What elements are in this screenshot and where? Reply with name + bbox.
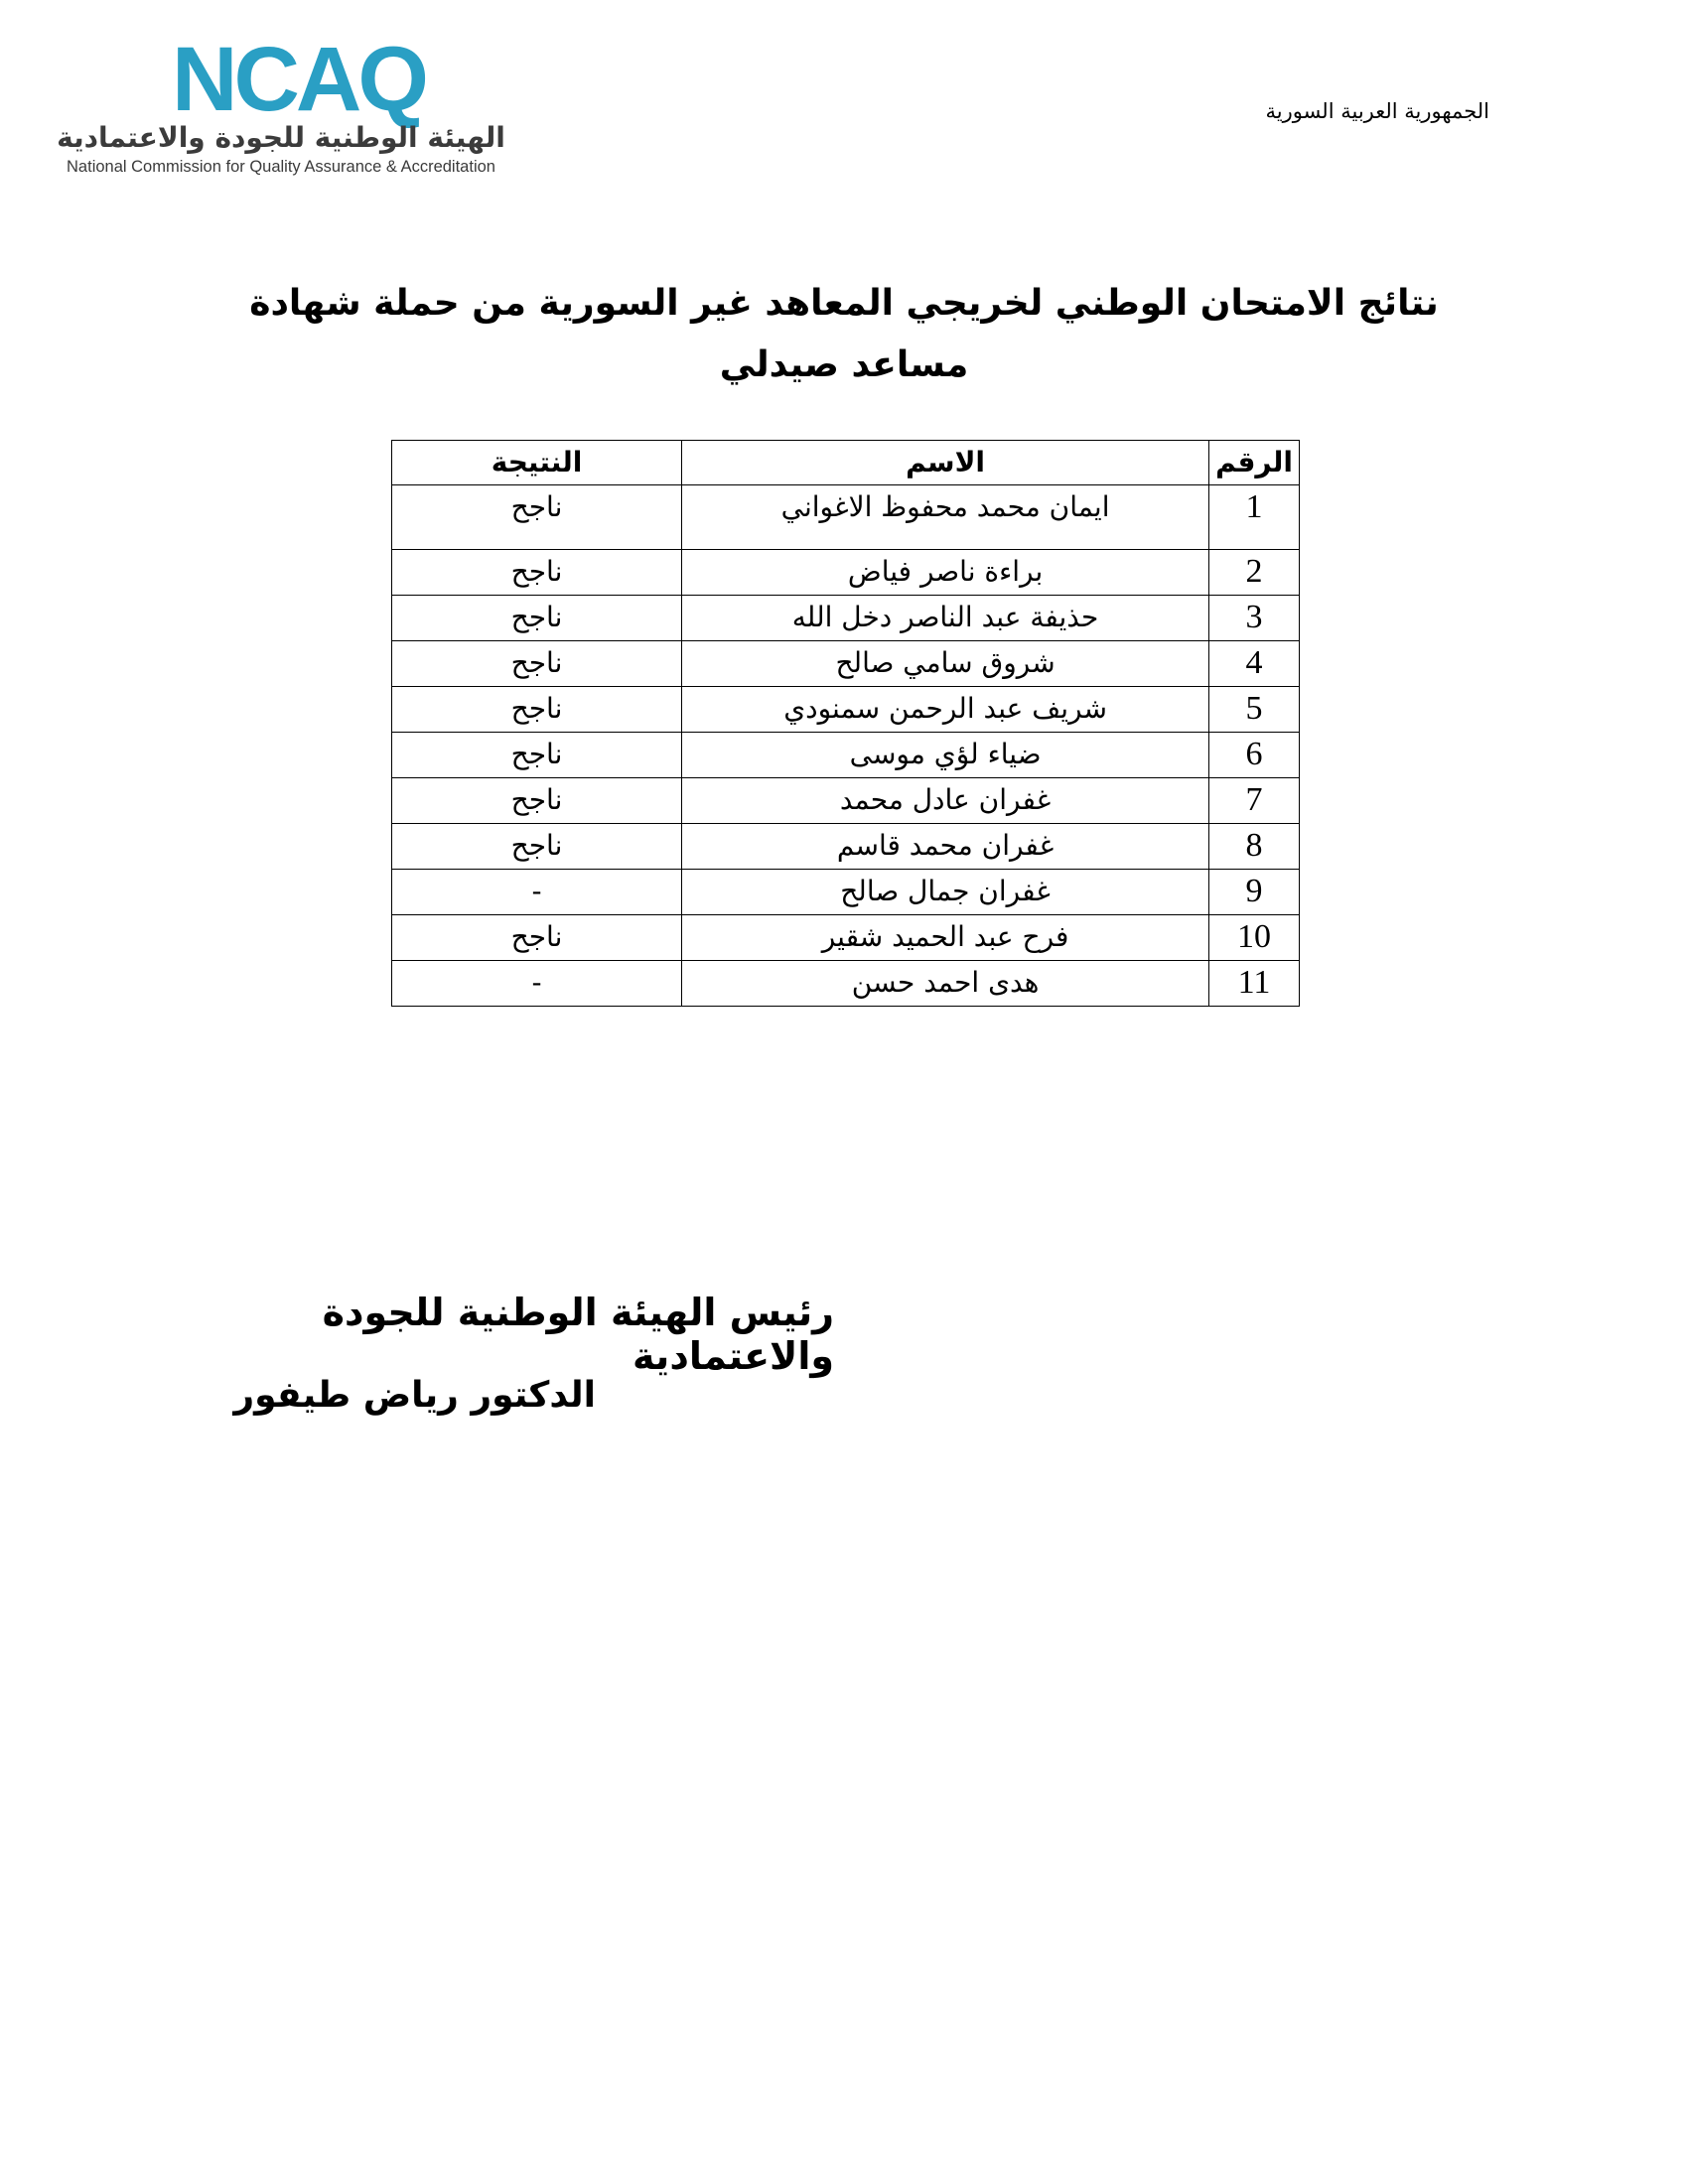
row-result: ناجح: [392, 915, 682, 961]
row-number: 3: [1209, 596, 1300, 641]
row-result: ناجح: [392, 824, 682, 870]
table-row: [392, 596, 1300, 641]
row-number: 5: [1209, 687, 1300, 733]
table-row: [392, 733, 1300, 778]
row-number: 11: [1209, 961, 1300, 1007]
row-result: ناجح: [392, 733, 682, 778]
row-result: ناجح: [392, 550, 682, 596]
row-number: 1: [1209, 485, 1300, 550]
row-number: 8: [1209, 824, 1300, 870]
table-row: [392, 550, 1300, 596]
ncaq-logo: [48, 30, 514, 179]
signature-title: رئيس الهيئة الوطنية للجودة والاعتمادية: [322, 1291, 834, 1378]
row-result: ناجح: [392, 485, 682, 550]
row-name: ضياء لؤي موسى: [682, 733, 1209, 778]
row-name: براءة ناصر فياض: [682, 550, 1209, 596]
table-row: [392, 961, 1300, 1007]
row-name: غفران عادل محمد: [682, 778, 1209, 824]
row-name: غفران محمد قاسم: [682, 824, 1209, 870]
table-row: [392, 485, 1300, 550]
table-header-row: [392, 441, 1300, 485]
row-number: 9: [1209, 870, 1300, 915]
row-result: -: [392, 961, 682, 1007]
row-result: ناجح: [392, 596, 682, 641]
page-title: نتائج الامتحان الوطني لخريجي المعاهد غير السورية من حملة شهادة مساعد صيدلي: [249, 283, 1439, 385]
header-name: الاسم: [682, 441, 1209, 485]
logo-arabic-name: الهيئة الوطنية للجودة والاعتمادية: [57, 121, 505, 154]
row-name: حذيفة عبد الناصر دخل الله: [682, 596, 1209, 641]
table-row: [392, 778, 1300, 824]
row-number: 6: [1209, 733, 1300, 778]
country-header: الجمهورية العربية السورية: [1265, 99, 1489, 123]
row-number: 10: [1209, 915, 1300, 961]
row-number: 7: [1209, 778, 1300, 824]
row-name: غفران جمال صالح: [682, 870, 1209, 915]
row-name: ايمان محمد محفوظ الاغواني: [682, 485, 1209, 550]
table-row: [392, 915, 1300, 961]
row-result: ناجح: [392, 641, 682, 687]
header-result: النتيجة: [392, 441, 682, 485]
row-result: -: [392, 870, 682, 915]
row-name: فرح عبد الحميد شقير: [682, 915, 1209, 961]
row-result: ناجح: [392, 687, 682, 733]
signature-name: الدكتور رياض طيفور: [233, 1375, 596, 1416]
table-row: [392, 870, 1300, 915]
table-row: [392, 687, 1300, 733]
row-name: هدى احمد حسن: [682, 961, 1209, 1007]
header-number: الرقم: [1209, 441, 1300, 485]
results-table: [391, 440, 1300, 1007]
row-result: ناجح: [392, 778, 682, 824]
table-row: [392, 641, 1300, 687]
row-number: 2: [1209, 550, 1300, 596]
logo-english-name: National Commission for Quality Assurance & Accreditation: [67, 158, 495, 176]
row-number: 4: [1209, 641, 1300, 687]
row-name: شروق سامي صالح: [682, 641, 1209, 687]
logo-mark: NCAQ: [172, 29, 425, 130]
row-name: شريف عبد الرحمن سمنودي: [682, 687, 1209, 733]
table-row: [392, 824, 1300, 870]
